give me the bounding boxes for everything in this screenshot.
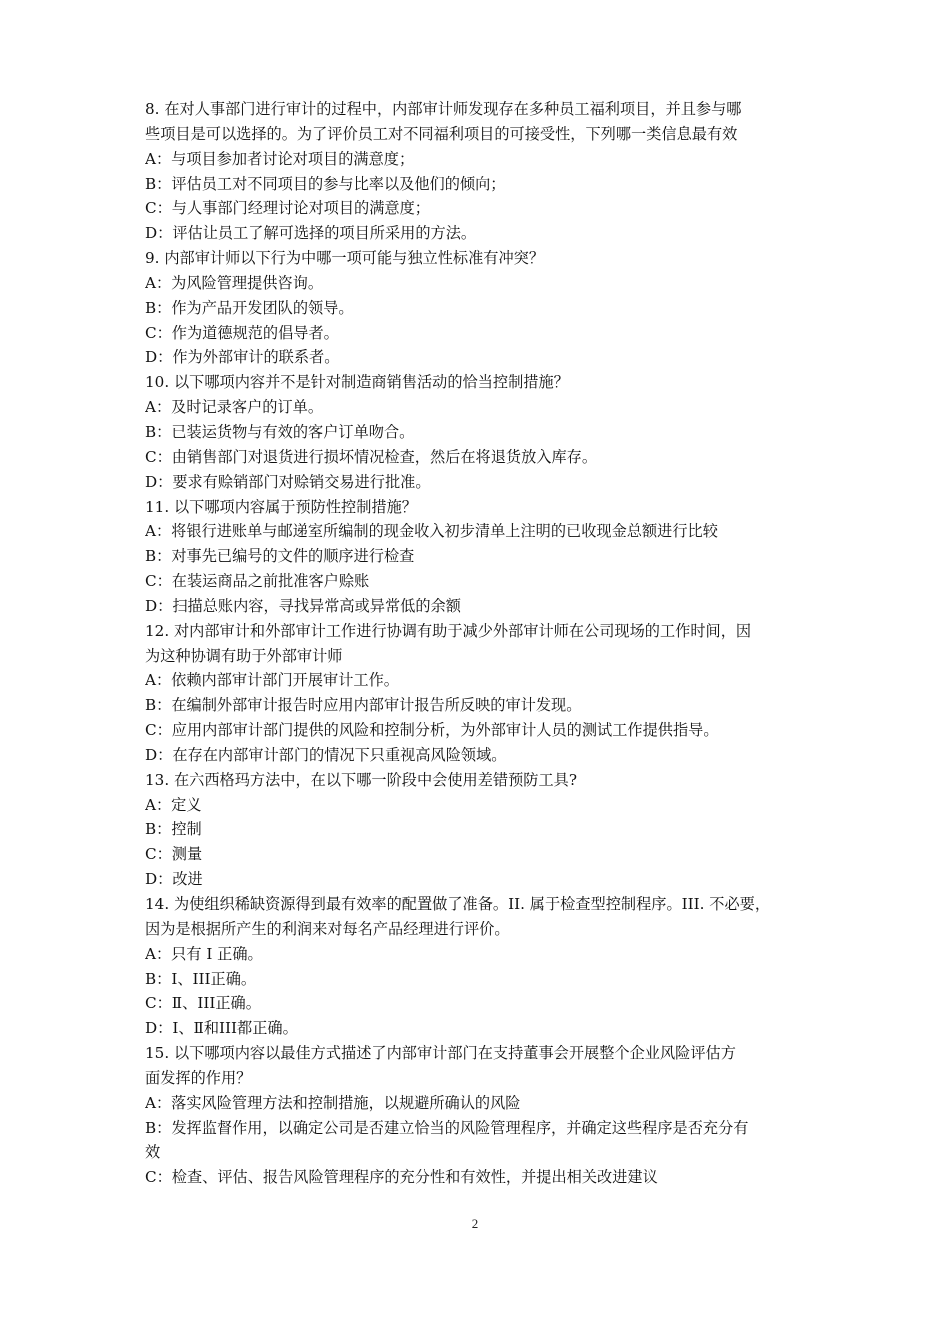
question-8-option-c: C：与人事部门经理讨论对项目的满意度； [145, 199, 430, 218]
question-8-option-a: A：与项目参加者讨论对项目的满意度； [145, 149, 415, 168]
question-8-option-b: B：评估员工对不同项目的参与比率以及他们的倾向； [145, 174, 506, 193]
question-9-stem: 9. 内部审计师以下行为中哪一项可能与独立性标准有冲突？ [145, 249, 545, 268]
page-number: 2 [471, 1216, 479, 1231]
question-12-option-a: A：依赖内部审计部门开展审计工作。 [145, 671, 399, 690]
question-11-option-d: D：扫描总账内容，寻找异常高或异常低的余额 [145, 596, 461, 615]
question-14-option-a: A：只有 I 正确。 [145, 944, 263, 963]
question-15-option-c: C：检查、评估、报告风险管理程序的充分性和有效性，并提出相关改进建议 [145, 1168, 658, 1187]
question-12-option-b: B：在编制外部审计报告时应用内部审计报告所反映的审计发现。 [145, 696, 582, 715]
question-12-option-d: D：在存在内部审计部门的情况下只重视高风险领域。 [145, 745, 507, 764]
question-15-option-b-line-2: 效 [145, 1143, 161, 1162]
question-15-stem-line-2: 面发挥的作用？ [145, 1068, 252, 1087]
question-13-option-d: D：改进 [145, 870, 203, 889]
question-11-stem: 11. 以下哪项内容属于预防性控制措施？ [145, 497, 417, 516]
question-10-stem: 10. 以下哪项内容并不是针对制造商销售活动的恰当控制措施？ [145, 373, 569, 392]
question-11-option-b: B：对事先已编号的文件的顺序进行检查 [145, 547, 415, 566]
question-8-stem-line-2: 些项目是可以选择的。为了评价员工对不同福利项目的可接受性，下列哪一类信息最有效 [145, 124, 738, 143]
question-14-option-b: B：I、III正确。 [145, 969, 257, 988]
question-14-option-c: C：Ⅱ、III正确。 [145, 994, 261, 1013]
question-11-option-a: A：将银行进账单与邮递室所编制的现金收入初步清单上注明的已收现金总额进行比较 [145, 522, 718, 541]
question-13-stem: 13. 在六西格玛方法中，在以下哪一阶段中会使用差错预防工具? [145, 770, 577, 789]
question-15-option-b-line-1: B：发挥监督作用，以确定公司是否建立恰当的风险管理程序，并确定这些程序是否充分有 [145, 1118, 749, 1137]
question-8-stem-line-1: 8. 在对人事部门进行审计的过程中，内部审计师发现存在多种员工福利项目，并且参与哪 [145, 100, 742, 118]
question-13-option-c: C：测量 [145, 845, 203, 864]
question-14-stem-line-1: 14. 为使组织稀缺资源得到最有效率的配置做了准备。II. 属于检查型控制程序。III. 不必要， [145, 895, 771, 913]
question-9-option-b: B：作为产品开发团队的领导。 [145, 298, 354, 317]
question-10-option-b: B：已装运货物与有效的客户订单吻合。 [145, 422, 415, 441]
question-9-option-d: D：作为外部审计的联系者。 [145, 348, 340, 367]
question-11-option-c: C：在装运商品之前批准客户赊账 [145, 572, 370, 591]
question-10-option-d: D：要求有赊销部门对赊销交易进行批准。 [145, 472, 431, 491]
question-10-option-a: A：及时记录客户的订单。 [145, 398, 324, 417]
question-12-stem-line-2: 为这种协调有助于外部审计师 [145, 646, 343, 665]
question-9-option-a: A：为风险管理提供咨询。 [145, 273, 324, 292]
question-10-option-c: C：由销售部门对退货进行损坏情况检查，然后在将退货放入库存。 [145, 447, 598, 466]
question-8-option-d: D：评估让员工了解可选择的项目所采用的方法。 [145, 224, 477, 243]
question-12-option-c: C：应用内部审计部门提供的风险和控制分析，为外部审计人员的测试工作提供指导。 [145, 721, 719, 740]
question-15-option-a: A：落实风险管理方法和控制措施，以规避所确认的风险 [145, 1093, 521, 1112]
question-13-option-a: A：定义 [145, 795, 202, 814]
question-9-option-c: C：作为道德规范的倡导者。 [145, 323, 339, 342]
question-14-option-d: D：I、Ⅱ和III都正确。 [145, 1019, 298, 1038]
document-body [145, 97, 815, 1190]
question-12-stem-line-1: 12. 对内部审计和外部审计工作进行协调有助于减少外部审计师在公司现场的工作时间，因 [145, 621, 752, 640]
question-15-stem-line-1: 15. 以下哪项内容以最佳方式描述了内部审计部门在支持董事会开展整个企业风险评估方 [145, 1044, 736, 1063]
question-14-stem-line-2: 因为是根据所产生的利润来对每名产品经理进行评价。 [145, 919, 510, 938]
question-13-option-b: B：控制 [145, 820, 202, 839]
